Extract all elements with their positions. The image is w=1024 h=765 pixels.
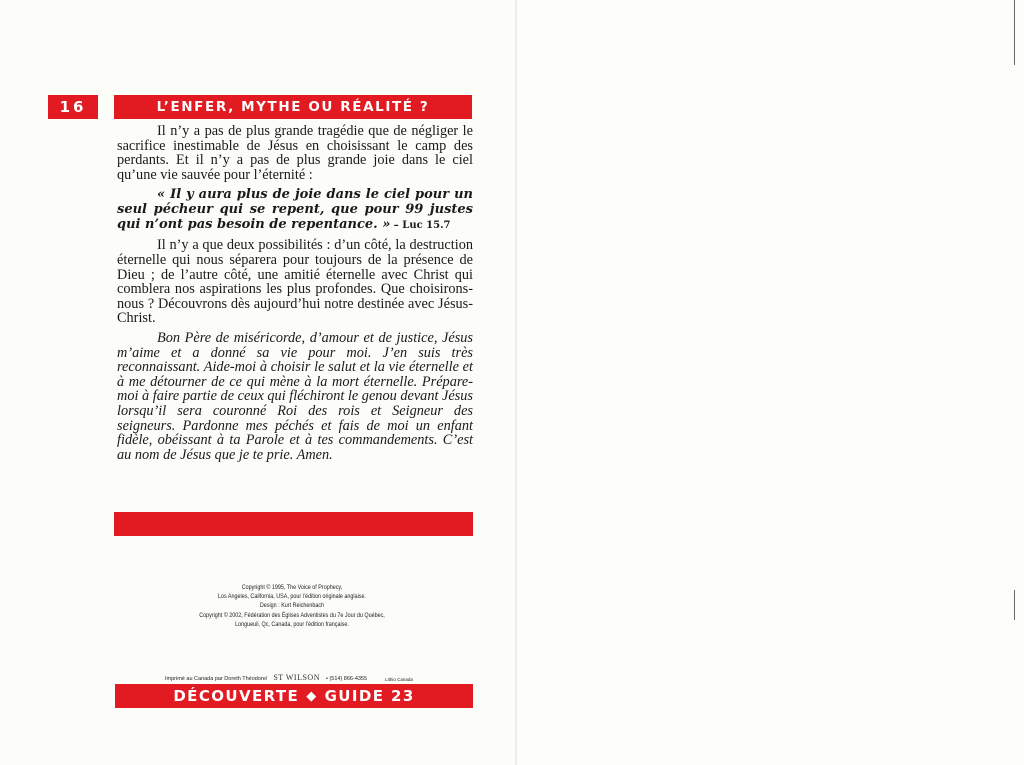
paragraph: Il n’y a pas de plus grande tragédie que de négliger le sacrifice inestimable de Jésus en choisissant le camp des perdants. Et il n’y a pas de plus grande joie dans le ciel qu’une vie sauvée pour l’éternité : [117,123,473,183]
chapter-title: L’ENFER, MYTHE OU RÉALITÉ ? [114,95,472,119]
copyright-line: Copyright © 1995, The Voice of Prophecy, [241,585,343,591]
bible-quote [117,187,473,233]
printer-text: Imprimé au Canada par Doreth Théodore/ [165,676,268,682]
copyright-line: Design : Kurt Reichenbach [259,603,325,610]
quote-reference: – Luc 15.7 [390,220,451,232]
copyright-line: Copyright © 2002, Fédération des Églises Adventistes du 7e Jour du Québec, [199,612,385,619]
diamond-icon: ◆ [306,688,318,704]
copyright-line: Longueuil, Qc, Canada, pour l’édition française. [235,621,349,628]
footer-series: DÉCOUVERTE [173,687,300,705]
printer-small: Lithio Canada [385,677,413,682]
copyright-block [173,584,411,630]
page-edge-mark [1014,590,1015,620]
series-footer [115,684,473,708]
printer-phone: • (514) 866-4355 [325,676,368,682]
page-number: 16 [48,95,98,119]
printer-credit [165,664,425,682]
footer-guide: GUIDE 23 [324,687,415,705]
prayer: Bon Père de miséricorde, d’amour et de justice, Jésus m’aime et a donné sa vie pour moi. J’en suis très reconnaissant. Aide-moi à choisir le salut et la vie éternelle et à me détourner de ce qui mène à la mort éternelle. Prépare-moi à faire partie de ceux qui fléchiront le genou devant Jésus lorsqu’il sera couronné Roi des rois et Seigneur des seigneurs. Pardonne mes péchés et fais de moi un enfant fidèle, obéissant à ta Parole et à tes commandements. C’est au nom de Jésus que je te prie. Amen. [117,329,473,463]
page-fold [515,0,517,765]
quote-text: « Il y aura plus de joie dans le ciel pour un seul pécheur qui se repent, que pour 99 justes qui n’ont pas besoin de repentance. » [117,187,473,233]
copyright-line: Los Angeles, California, USA, pour l’édition originale anglaise. [218,594,366,601]
paragraph: Il n’y a que deux possibilités : d’un côté, la destruction éternelle qui nous séparera pour toujours de la présence de Dieu ; de l’autre côté, une amitié éternelle avec Christ qui comblera nos aspirations les plus profondes. Que choisirons-nous ? Découvrons dès aujourd’hui notre destinée avec Jésus-Christ. [117,237,473,327]
red-band [114,512,473,536]
body-text [117,124,473,462]
page-edge-mark [1014,0,1015,65]
printer-logo: ST WILSON [273,673,320,682]
right-page [518,0,1024,765]
